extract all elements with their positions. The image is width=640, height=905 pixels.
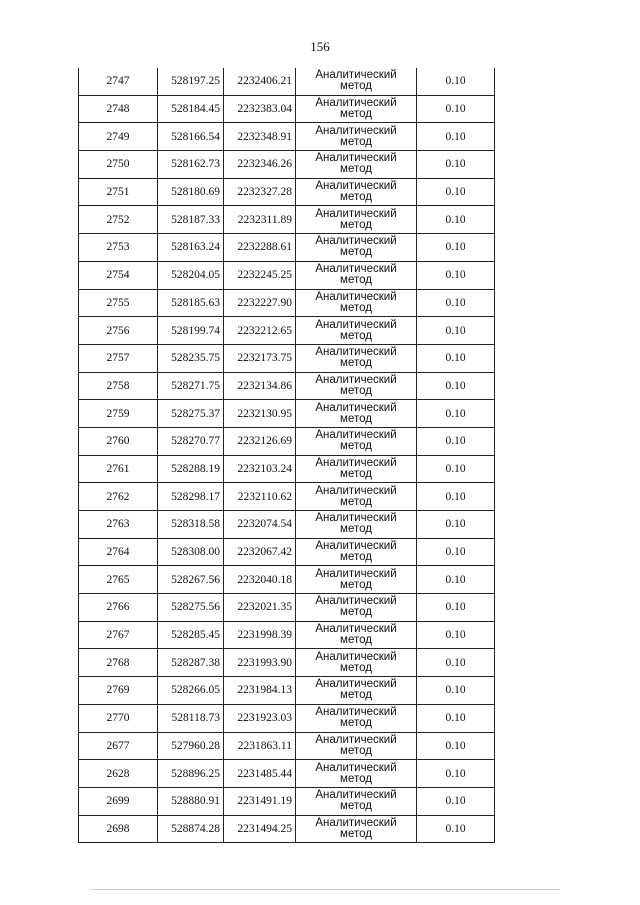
x-coordinate-cell: 528287.38 (158, 649, 224, 677)
method-line-2: метод (340, 606, 372, 619)
method-line-1: Аналитический (315, 263, 397, 276)
method-cell (296, 621, 417, 649)
point-number-cell: 2765 (79, 566, 158, 594)
x-coordinate-cell: 528318.58 (158, 511, 224, 539)
accuracy-cell: 0.10 (417, 649, 495, 677)
method-line-2: метод (340, 578, 372, 591)
x-coordinate-cell: 528204.05 (158, 261, 224, 289)
point-number-cell: 2628 (79, 760, 158, 788)
table-row (79, 234, 495, 262)
page-number: 156 (310, 39, 330, 54)
method-line-1: Аналитический (315, 401, 397, 414)
table-row (79, 594, 495, 622)
accuracy-cell: 0.10 (417, 483, 495, 511)
x-coordinate-cell: 528184.45 (158, 95, 224, 123)
x-coordinate-cell: 528896.25 (158, 760, 224, 788)
method-cell (296, 400, 417, 428)
method-cell (296, 344, 417, 372)
method-cell (296, 815, 417, 843)
point-number-cell: 2755 (79, 289, 158, 317)
method-line-1: Аналитический (315, 678, 397, 691)
method-line-1: Аналитический (315, 69, 397, 82)
method-line-2: метод (340, 191, 372, 204)
method-cell (296, 704, 417, 732)
y-coordinate-cell: 2232021.35 (224, 594, 296, 622)
table-row (79, 787, 495, 815)
point-number-cell: 2759 (79, 400, 158, 428)
x-coordinate-cell: 527960.28 (158, 732, 224, 760)
point-number-cell: 2750 (79, 151, 158, 179)
accuracy-cell: 0.10 (417, 511, 495, 539)
point-number-cell: 2769 (79, 677, 158, 705)
x-coordinate-cell: 528235.75 (158, 344, 224, 372)
point-number-cell: 2768 (79, 649, 158, 677)
point-number-cell: 2698 (79, 815, 158, 843)
y-coordinate-cell: 2231485.44 (224, 760, 296, 788)
method-line-2: метод (340, 108, 372, 121)
method-cell (296, 151, 417, 179)
accuracy-cell: 0.10 (417, 677, 495, 705)
method-line-2: метод (340, 551, 372, 564)
table-row (79, 400, 495, 428)
y-coordinate-cell: 2232406.21 (224, 68, 296, 95)
method-line-2: метод (340, 495, 372, 508)
accuracy-cell: 0.10 (417, 732, 495, 760)
table-row (79, 511, 495, 539)
table-row (79, 178, 495, 206)
method-cell (296, 289, 417, 317)
method-cell (296, 455, 417, 483)
method-line-2: метод (340, 163, 372, 176)
method-line-1: Аналитический (315, 567, 397, 580)
accuracy-cell: 0.10 (417, 760, 495, 788)
method-cell (296, 677, 417, 705)
x-coordinate-cell: 528285.45 (158, 621, 224, 649)
y-coordinate-cell: 2231494.25 (224, 815, 296, 843)
scan-artifact-line (90, 889, 560, 890)
method-line-2: метод (340, 357, 372, 370)
table-row (79, 483, 495, 511)
point-number-cell: 2767 (79, 621, 158, 649)
y-coordinate-cell: 2231998.39 (224, 621, 296, 649)
point-number-cell: 2752 (79, 206, 158, 234)
x-coordinate-cell: 528275.56 (158, 594, 224, 622)
method-line-2: метод (340, 384, 372, 397)
table-row (79, 760, 495, 788)
method-cell (296, 68, 417, 95)
method-line-1: Аналитический (315, 207, 397, 220)
accuracy-cell: 0.10 (417, 787, 495, 815)
table-row (79, 95, 495, 123)
x-coordinate-cell: 528266.05 (158, 677, 224, 705)
y-coordinate-cell: 2232212.65 (224, 317, 296, 345)
x-coordinate-cell: 528288.19 (158, 455, 224, 483)
method-line-2: метод (340, 689, 372, 702)
point-number-cell: 2699 (79, 787, 158, 815)
method-line-2: метод (340, 800, 372, 813)
table-row (79, 427, 495, 455)
method-line-1: Аналитический (315, 623, 397, 636)
method-cell (296, 594, 417, 622)
accuracy-cell: 0.10 (417, 178, 495, 206)
method-line-1: Аналитический (315, 124, 397, 137)
y-coordinate-cell: 2232040.18 (224, 566, 296, 594)
method-cell (296, 95, 417, 123)
table-row (79, 151, 495, 179)
method-line-1: Аналитический (315, 152, 397, 165)
accuracy-cell: 0.10 (417, 68, 495, 95)
method-line-1: Аналитический (315, 346, 397, 359)
point-number-cell: 2751 (79, 178, 158, 206)
method-cell (296, 427, 417, 455)
x-coordinate-cell: 528163.24 (158, 234, 224, 262)
accuracy-cell: 0.10 (417, 815, 495, 843)
accuracy-cell: 0.10 (417, 427, 495, 455)
table-row (79, 317, 495, 345)
point-number-cell: 2753 (79, 234, 158, 262)
y-coordinate-cell: 2231863.11 (224, 732, 296, 760)
x-coordinate-cell: 528197.25 (158, 68, 224, 95)
y-coordinate-cell: 2231923.03 (224, 704, 296, 732)
method-line-1: Аналитический (315, 318, 397, 331)
table-row (79, 732, 495, 760)
method-line-1: Аналитический (315, 512, 397, 525)
method-line-1: Аналитический (315, 235, 397, 248)
method-line-1: Аналитический (315, 789, 397, 802)
accuracy-cell: 0.10 (417, 621, 495, 649)
point-number-cell: 2760 (79, 427, 158, 455)
y-coordinate-cell: 2232383.04 (224, 95, 296, 123)
table-row (79, 815, 495, 843)
point-number-cell: 2749 (79, 123, 158, 151)
method-line-2: метод (340, 772, 372, 785)
method-line-2: метод (340, 301, 372, 314)
point-number-cell: 2677 (79, 732, 158, 760)
y-coordinate-cell: 2232227.90 (224, 289, 296, 317)
method-line-2: метод (340, 412, 372, 425)
y-coordinate-cell: 2232327.28 (224, 178, 296, 206)
method-line-2: метод (340, 80, 372, 93)
y-coordinate-cell: 2232134.86 (224, 372, 296, 400)
point-number-cell: 2761 (79, 455, 158, 483)
method-line-1: Аналитический (315, 733, 397, 746)
method-line-1: Аналитический (315, 373, 397, 386)
x-coordinate-cell: 528275.37 (158, 400, 224, 428)
point-number-cell: 2770 (79, 704, 158, 732)
accuracy-cell: 0.10 (417, 566, 495, 594)
table-row (79, 649, 495, 677)
accuracy-cell: 0.10 (417, 594, 495, 622)
method-line-2: метод (340, 717, 372, 730)
method-line-2: метод (340, 661, 372, 674)
method-line-2: метод (340, 329, 372, 342)
x-coordinate-cell: 528298.17 (158, 483, 224, 511)
method-line-1: Аналитический (315, 484, 397, 497)
method-line-1: Аналитический (315, 180, 397, 193)
point-number-cell: 2757 (79, 344, 158, 372)
coordinates-table-body (79, 68, 495, 843)
accuracy-cell: 0.10 (417, 95, 495, 123)
accuracy-cell: 0.10 (417, 538, 495, 566)
y-coordinate-cell: 2232103.24 (224, 455, 296, 483)
point-number-cell: 2766 (79, 594, 158, 622)
accuracy-cell: 0.10 (417, 455, 495, 483)
x-coordinate-cell: 528874.28 (158, 815, 224, 843)
x-coordinate-cell: 528199.74 (158, 317, 224, 345)
accuracy-cell: 0.10 (417, 261, 495, 289)
table-row (79, 704, 495, 732)
x-coordinate-cell: 528270.77 (158, 427, 224, 455)
method-cell (296, 649, 417, 677)
table-row (79, 621, 495, 649)
y-coordinate-cell: 2232110.62 (224, 483, 296, 511)
method-line-1: Аналитический (315, 761, 397, 774)
method-line-1: Аналитический (315, 290, 397, 303)
method-line-1: Аналитический (315, 816, 397, 829)
method-cell (296, 760, 417, 788)
accuracy-cell: 0.10 (417, 289, 495, 317)
accuracy-cell: 0.10 (417, 372, 495, 400)
method-line-2: метод (340, 634, 372, 647)
table-row (79, 677, 495, 705)
y-coordinate-cell: 2232346.26 (224, 151, 296, 179)
table-row (79, 68, 495, 95)
table-row (79, 206, 495, 234)
point-number-cell: 2763 (79, 511, 158, 539)
y-coordinate-cell: 2232130.95 (224, 400, 296, 428)
method-line-2: метод (340, 218, 372, 231)
method-cell (296, 787, 417, 815)
method-cell (296, 372, 417, 400)
accuracy-cell: 0.10 (417, 206, 495, 234)
x-coordinate-cell: 528180.69 (158, 178, 224, 206)
y-coordinate-cell: 2232311.89 (224, 206, 296, 234)
method-line-2: метод (340, 246, 372, 259)
x-coordinate-cell: 528187.33 (158, 206, 224, 234)
y-coordinate-cell: 2232173.75 (224, 344, 296, 372)
accuracy-cell: 0.10 (417, 344, 495, 372)
method-line-1: Аналитический (315, 650, 397, 663)
table-row (79, 538, 495, 566)
x-coordinate-cell: 528308.00 (158, 538, 224, 566)
point-number-cell: 2748 (79, 95, 158, 123)
y-coordinate-cell: 2232348.91 (224, 123, 296, 151)
method-cell (296, 511, 417, 539)
method-line-2: метод (340, 440, 372, 453)
method-line-1: Аналитический (315, 456, 397, 469)
method-line-1: Аналитический (315, 540, 397, 553)
y-coordinate-cell: 2232288.61 (224, 234, 296, 262)
accuracy-cell: 0.10 (417, 151, 495, 179)
method-line-2: метод (340, 135, 372, 148)
method-line-1: Аналитический (315, 97, 397, 110)
x-coordinate-cell: 528185.63 (158, 289, 224, 317)
x-coordinate-cell: 528166.54 (158, 123, 224, 151)
method-line-2: метод (340, 744, 372, 757)
x-coordinate-cell: 528162.73 (158, 151, 224, 179)
method-line-1: Аналитический (315, 595, 397, 608)
y-coordinate-cell: 2231491.19 (224, 787, 296, 815)
y-coordinate-cell: 2231984.13 (224, 677, 296, 705)
y-coordinate-cell: 2232074.54 (224, 511, 296, 539)
accuracy-cell: 0.10 (417, 317, 495, 345)
coordinates-table (78, 68, 495, 843)
table-row (79, 344, 495, 372)
table-row (79, 455, 495, 483)
method-line-2: метод (340, 274, 372, 287)
table-row (79, 372, 495, 400)
method-line-2: метод (340, 523, 372, 536)
point-number-cell: 2747 (79, 68, 158, 95)
point-number-cell: 2764 (79, 538, 158, 566)
x-coordinate-cell: 528880.91 (158, 787, 224, 815)
y-coordinate-cell: 2232245.25 (224, 261, 296, 289)
method-line-1: Аналитический (315, 706, 397, 719)
method-cell (296, 178, 417, 206)
table-row (79, 289, 495, 317)
x-coordinate-cell: 528118.73 (158, 704, 224, 732)
y-coordinate-cell: 2232067.42 (224, 538, 296, 566)
method-cell (296, 566, 417, 594)
table-row (79, 123, 495, 151)
method-cell (296, 732, 417, 760)
point-number-cell: 2754 (79, 261, 158, 289)
table-row (79, 261, 495, 289)
x-coordinate-cell: 528267.56 (158, 566, 224, 594)
method-line-1: Аналитический (315, 429, 397, 442)
table-row (79, 566, 495, 594)
x-coordinate-cell: 528271.75 (158, 372, 224, 400)
method-cell (296, 234, 417, 262)
method-cell (296, 317, 417, 345)
accuracy-cell: 0.10 (417, 400, 495, 428)
accuracy-cell: 0.10 (417, 234, 495, 262)
method-cell (296, 538, 417, 566)
y-coordinate-cell: 2232126.69 (224, 427, 296, 455)
method-cell (296, 261, 417, 289)
accuracy-cell: 0.10 (417, 704, 495, 732)
method-line-2: метод (340, 827, 372, 840)
method-cell (296, 483, 417, 511)
y-coordinate-cell: 2231993.90 (224, 649, 296, 677)
accuracy-cell: 0.10 (417, 123, 495, 151)
method-line-2: метод (340, 467, 372, 480)
point-number-cell: 2758 (79, 372, 158, 400)
point-number-cell: 2756 (79, 317, 158, 345)
method-cell (296, 206, 417, 234)
method-cell (296, 123, 417, 151)
point-number-cell: 2762 (79, 483, 158, 511)
